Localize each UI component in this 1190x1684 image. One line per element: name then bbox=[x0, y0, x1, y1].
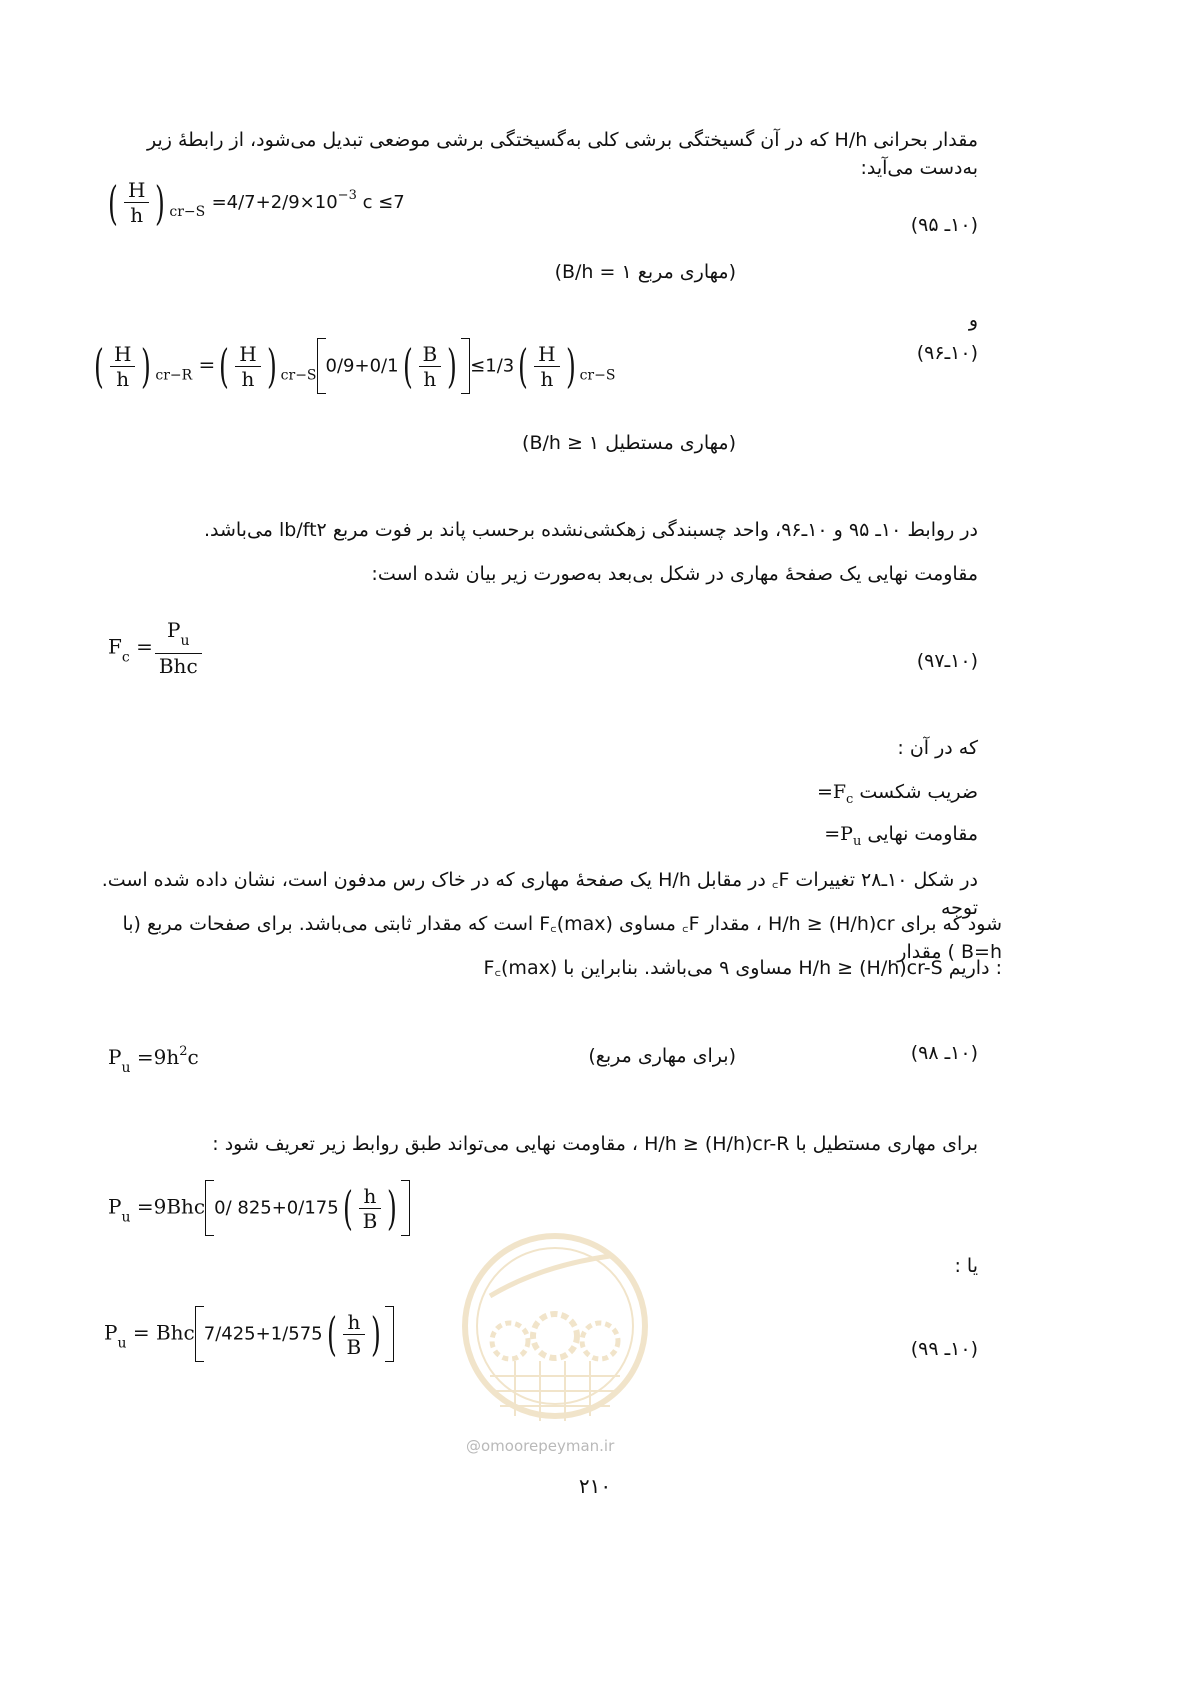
eq97-num: P bbox=[167, 618, 181, 642]
figure-text-line-2: شود که برای H/h ≥ (H/h)cr ، مقدار F꜀ مساوی F꜀(max) است که مقدار ثابتی می‌باشد. برای صفحات مربع (با B=h ) مقدار bbox=[122, 913, 1002, 963]
dimensionless-text: مقاومت نهایی یک صفحهٔ مهاری در شکل بی‌بعد به‌صورت زیر بیان شده است: bbox=[371, 563, 978, 585]
units-text: در روابط ۱۰ـ ۹۵ و ۱۰ـ۹۶، واحد چسبندگی زهکشی‌نشده برحسب پاند بر فوت مربع lb/ft۲ می‌باشد. bbox=[203, 519, 978, 541]
eq95-tail: c ≤7 bbox=[356, 192, 405, 213]
eq99b-rhs: = Bhc bbox=[126, 1320, 195, 1345]
eq97-lhs-sub: c bbox=[121, 649, 130, 666]
where-text: که در آن : bbox=[897, 737, 978, 759]
eq96-number: (۱۰ـ۹۶) bbox=[916, 342, 978, 364]
eq98-rhs: =9h bbox=[130, 1045, 180, 1069]
equation-97: $F_c$ = $\frac{P_u}{\text{Bhc}}$ bbox=[108, 618, 204, 678]
eq99b-inner: 7/425+1/575 bbox=[203, 1323, 323, 1345]
eq99a-lhs-sub: u bbox=[121, 1209, 131, 1226]
eq99b-number: (۱۰ـ ۹۹) bbox=[910, 1338, 978, 1360]
eq97-lhs: F bbox=[108, 634, 122, 659]
watermark-seal-icon bbox=[460, 1226, 650, 1436]
eq97-den: Bhc bbox=[158, 654, 198, 678]
equation-99a: $P_u =9Bhc$ 0/ 825+0/175( $\frac{h}{B}$ ) bbox=[108, 1180, 410, 1236]
eq99a-lhs: P bbox=[108, 1194, 122, 1219]
eq96-condition: (B/h ≥ ۱ مهاری مستطیل) bbox=[522, 432, 736, 454]
eq99b-lhs-sub: u bbox=[117, 1335, 127, 1352]
intro-text: مقدار بحرانی H/h که در آن گسیختگی برشی کلی به‌گسیختگی برشی موضعی تبدیل می‌شود، از رابطهٔ زیر به‌دست می‌آید: bbox=[147, 129, 978, 179]
definition-fc-label: ضریب شکست bbox=[859, 781, 978, 803]
eq97-number: (۱۰ـ۹۷) bbox=[916, 650, 978, 672]
eq96-inner-b: ≤1/3 bbox=[470, 355, 515, 377]
or-text: یا : bbox=[954, 1255, 978, 1277]
eq96-inner-a: 0/9+0/1 bbox=[325, 355, 399, 377]
rectangular-text: برای مهاری مستطیل با H/h ≥ (H/h)cr-R ، مقاومت نهایی می‌تواند طبق روابط زیر تعریف شود : bbox=[212, 1133, 978, 1155]
conjunction-and: و bbox=[968, 309, 978, 331]
definition-pu-label: مقاومت نهایی bbox=[867, 823, 978, 845]
eq99a-rhs: =9Bhc bbox=[130, 1194, 206, 1219]
eq99a-inner: 0/ 825+0/175 bbox=[214, 1197, 339, 1219]
eq98-lhs-sub: u bbox=[121, 1060, 131, 1076]
watermark-logo bbox=[460, 1226, 650, 1436]
definition-fc: ضریب شکست $=F_c$ bbox=[816, 781, 978, 807]
eq95-exponent: −3 bbox=[337, 188, 357, 203]
eq95-number: (۱۰ـ ۹۵) bbox=[910, 214, 978, 236]
eq98-sup: 2 bbox=[179, 1044, 188, 1059]
eq95-rhs: =4/7+2/9×10 bbox=[211, 192, 338, 213]
eq98-number: (۱۰ـ ۹۸) bbox=[910, 1042, 978, 1064]
watermark-site: @omoorepeyman.ir bbox=[466, 1437, 615, 1455]
eq98-label: (برای مهاری مربع) bbox=[588, 1045, 736, 1067]
figure-text-line-1: در شکل ۱۰ـ۲۸ تغییرات F꜀ در مقابل H/h یک صفحهٔ مهاری که در خاک رس مدفون است، نشان داده شده است. توجه bbox=[101, 869, 978, 919]
eq99b-lhs: P bbox=[104, 1320, 118, 1345]
equation-98 bbox=[108, 1044, 199, 1076]
eq95-condition: (B/h = ۱ مهاری مربع) bbox=[554, 261, 736, 283]
equation-99b: $P_u$ = Bhc 7/425+1/575( $\frac{h}{B}$ ) bbox=[104, 1306, 394, 1362]
page-number: ۲۱۰ bbox=[578, 1474, 612, 1498]
eq98-lhs: P bbox=[108, 1045, 122, 1069]
equation-96: ( $\frac{H}{h}$ ) $_{cr-R}$ =( $\frac{H}{h}$ ) $_{cr-S}$ 0/9+0/1( $\frac{B}{h}$ ) ≤1/3( $\frac{H}{h}$ ) $_{cr-S}$ bbox=[94, 339, 616, 393]
eq97-num-sub: u bbox=[180, 633, 190, 649]
equation-95: ( $\frac{H}{h}$ ) $_{cr-S} =4/7+2/9\times 10^{-3}$ c ≤7 bbox=[108, 175, 405, 230]
eq98-tail: c bbox=[187, 1045, 199, 1069]
figure-text-line-3: F꜀(max) مساوی ۹ می‌باشد. بنابراین با H/h ≥ (H/h)cr-S داریم : bbox=[483, 957, 1002, 979]
definition-pu: مقاومت نهایی $=P_u$ bbox=[824, 823, 978, 849]
